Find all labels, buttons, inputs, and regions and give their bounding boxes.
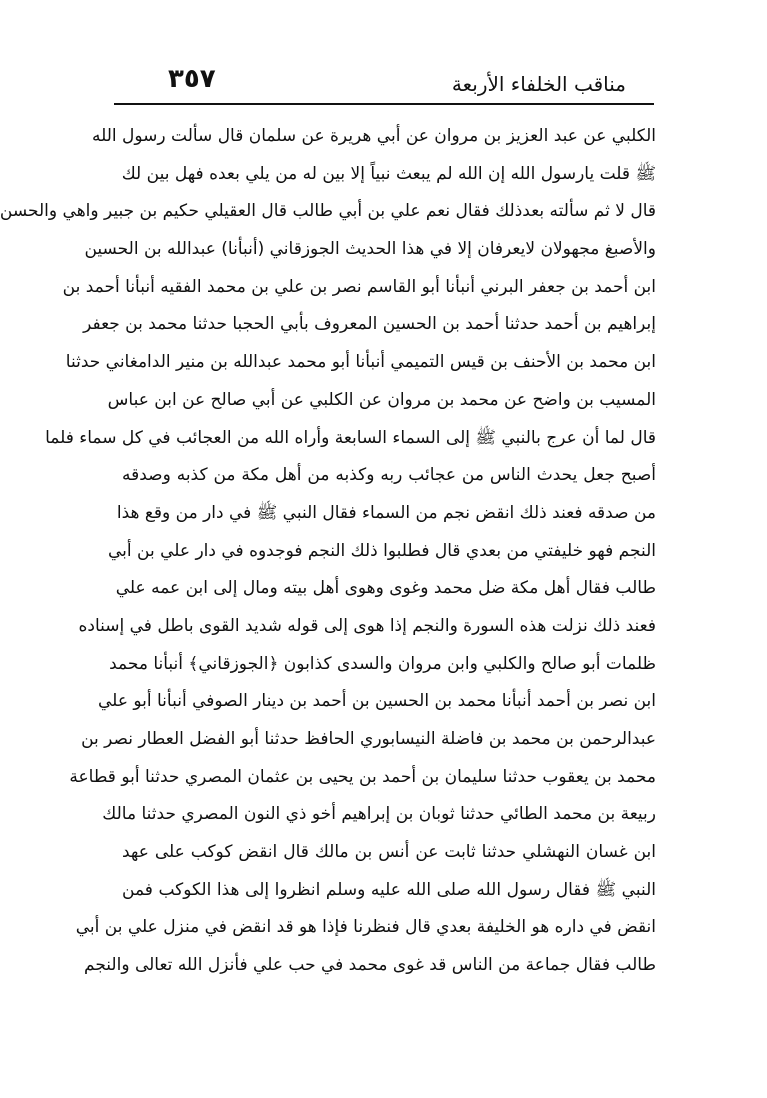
text-line: إبراهيم بن أحمد حدثنا أحمد بن الحسين المعروف بأبي الحجبا حدثنا محمد بن جعفر: [83, 314, 656, 335]
text-line: من صدقه فعند ذلك انقض نجم من السماء فقال النبي ﷺ في دار من وقع هذا: [116, 502, 656, 523]
text-line: ابن غسان النهشلي حدثنا ثابت عن أنس بن مالك قال انقض كوكب على عهد: [122, 842, 656, 863]
page-number: ٣٥٧: [168, 64, 216, 94]
body-text: [0, 118, 656, 985]
text-line: عبدالرحمن بن محمد بن فاضلة النيسابوري الحافظ حدثنا أبو الفضل العطار نصر بن: [81, 729, 656, 749]
page-header: [132, 62, 640, 102]
header-rule: [114, 103, 654, 105]
text-line: طالب فقال أهل مكة ضل محمد وغوى وهوى أهل بيته ومال إلى ابن عمه علي: [115, 578, 656, 599]
text-line: محمد بن يعقوب حدثنا سليمان بن أحمد بن يحيى بن عثمان المصري حدثنا أبو قطاعة: [69, 766, 656, 787]
text-line: ابن نصر بن أحمد أنبأنا محمد بن الحسين بن أحمد بن دينار الصوفي أنبأنا أبو علي: [98, 691, 656, 712]
text-line: ربيعة بن محمد الطائي حدثنا ثوبان بن إبراهيم أخو ذي النون المصري حدثنا مالك: [102, 804, 656, 825]
text-line: والأصبغ مجهولان لايعرفان إلا في هذا الحديث الجوزقاني (أنبأنا) عبدالله بن الحسين: [84, 239, 656, 260]
running-title: مناقب الخلفاء الأربعة: [451, 72, 626, 96]
text-line: طالب فقال جماعة من الناس قد غوى محمد في حب علي فأنزل الله تعالى والنجم: [84, 955, 656, 976]
text-line: قال لا ثم سألته بعدذلك فقال نعم علي بن أبي طالب قال العقيلي حكيم بن جبير واهي والحسن: [0, 201, 656, 222]
text-line: ﷺ قلت يارسول الله إن الله لم يبعث نبياً إلا بين له من يلي بعده فهل بين لك: [121, 163, 656, 184]
text-line: الكلبي عن عبد العزيز بن مروان عن أبي هريرة عن سلمان قال سألت رسول الله: [91, 126, 656, 146]
text-line: فعند ذلك نزلت هذه السورة والنجم إذا هوى إلى قوله شديد القوى باطل في إسناده: [78, 615, 656, 636]
text-line: ابن محمد بن الأحنف بن قيس التميمي أنبأنا أبو محمد عبدالله بن منير الدامغاني حدثنا: [65, 352, 656, 373]
text-line: قال لما أن عرج بالنبي ﷺ إلى السماء السابعة وأراه الله من العجائب في كل سماء فلما: [45, 427, 656, 448]
text-line: ابن أحمد بن جعفر البرني أنبأنا أبو القاسم نصر بن علي بن محمد الفقيه أنبأنا أحمد بن: [62, 276, 656, 297]
text-line: أصبح جعل يحدث الناس من عجائب ربه وكذبه من أهل مكة من كذبه وصدقه: [122, 465, 656, 486]
text-line: النجم فهو خليفتي من بعدي قال فطلبوا ذلك النجم فوجدوه في دار علي بن أبي: [108, 540, 656, 561]
text-line: النبي ﷺ فقال رسول الله صلى الله عليه وسلم انظروا إلى هذا الكوكب فمن: [122, 879, 656, 900]
text-line: المسيب بن واضح عن محمد بن مروان عن الكلبي عن أبي صالح عن ابن عباس: [107, 389, 656, 410]
text-line: انقض في داره هو الخليفة بعدي قال فنظرنا فإذا هو قد انقض في منزل علي بن أبي: [75, 917, 656, 938]
text-line: ظلمات أبو صالح والكلبي وابن مروان والسدى كذابون ﴿الجوزقاني﴾ أنبأنا محمد: [109, 653, 656, 674]
